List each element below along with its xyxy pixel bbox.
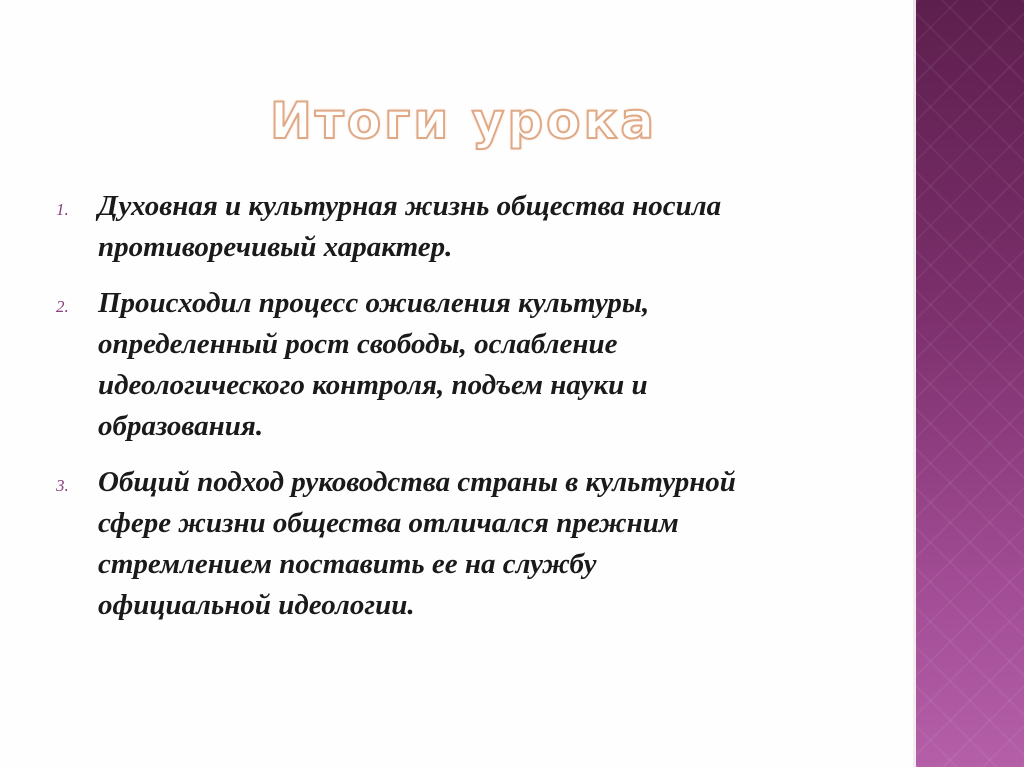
side-bar-divider (913, 0, 916, 767)
text-line: определенный рост свободы, ослабление (98, 328, 618, 360)
text-line: образования. (98, 410, 264, 442)
text-line: стремлением поставить ее на службу (98, 548, 597, 580)
list-item-text (98, 283, 649, 447)
slide-title: Итоги урока (270, 92, 658, 150)
text-line: Происходил процесс оживления культуры, (98, 287, 650, 319)
text-line: Общий подход руководства страны в культурной (98, 466, 736, 498)
list-item-text (98, 186, 721, 268)
text-line: идеологического контроля, подъем науки и (98, 369, 648, 401)
text-line: официальной идеологии. (98, 589, 415, 621)
text-line: противоречивый характер. (98, 231, 453, 263)
list-item-text (98, 462, 736, 626)
text-line: Духовная и культурная жизнь общества носила (98, 190, 722, 222)
list-item (56, 283, 876, 447)
text-line: сфере жизни общества отличался прежним (98, 507, 679, 539)
list-item (56, 186, 876, 268)
summary-list (56, 186, 876, 641)
list-item-number: 3. (56, 476, 69, 495)
list-item (56, 462, 876, 626)
list-item-number: 2. (56, 297, 69, 316)
list-item-number: 1. (56, 200, 69, 219)
decorative-side-bar (916, 0, 1024, 767)
